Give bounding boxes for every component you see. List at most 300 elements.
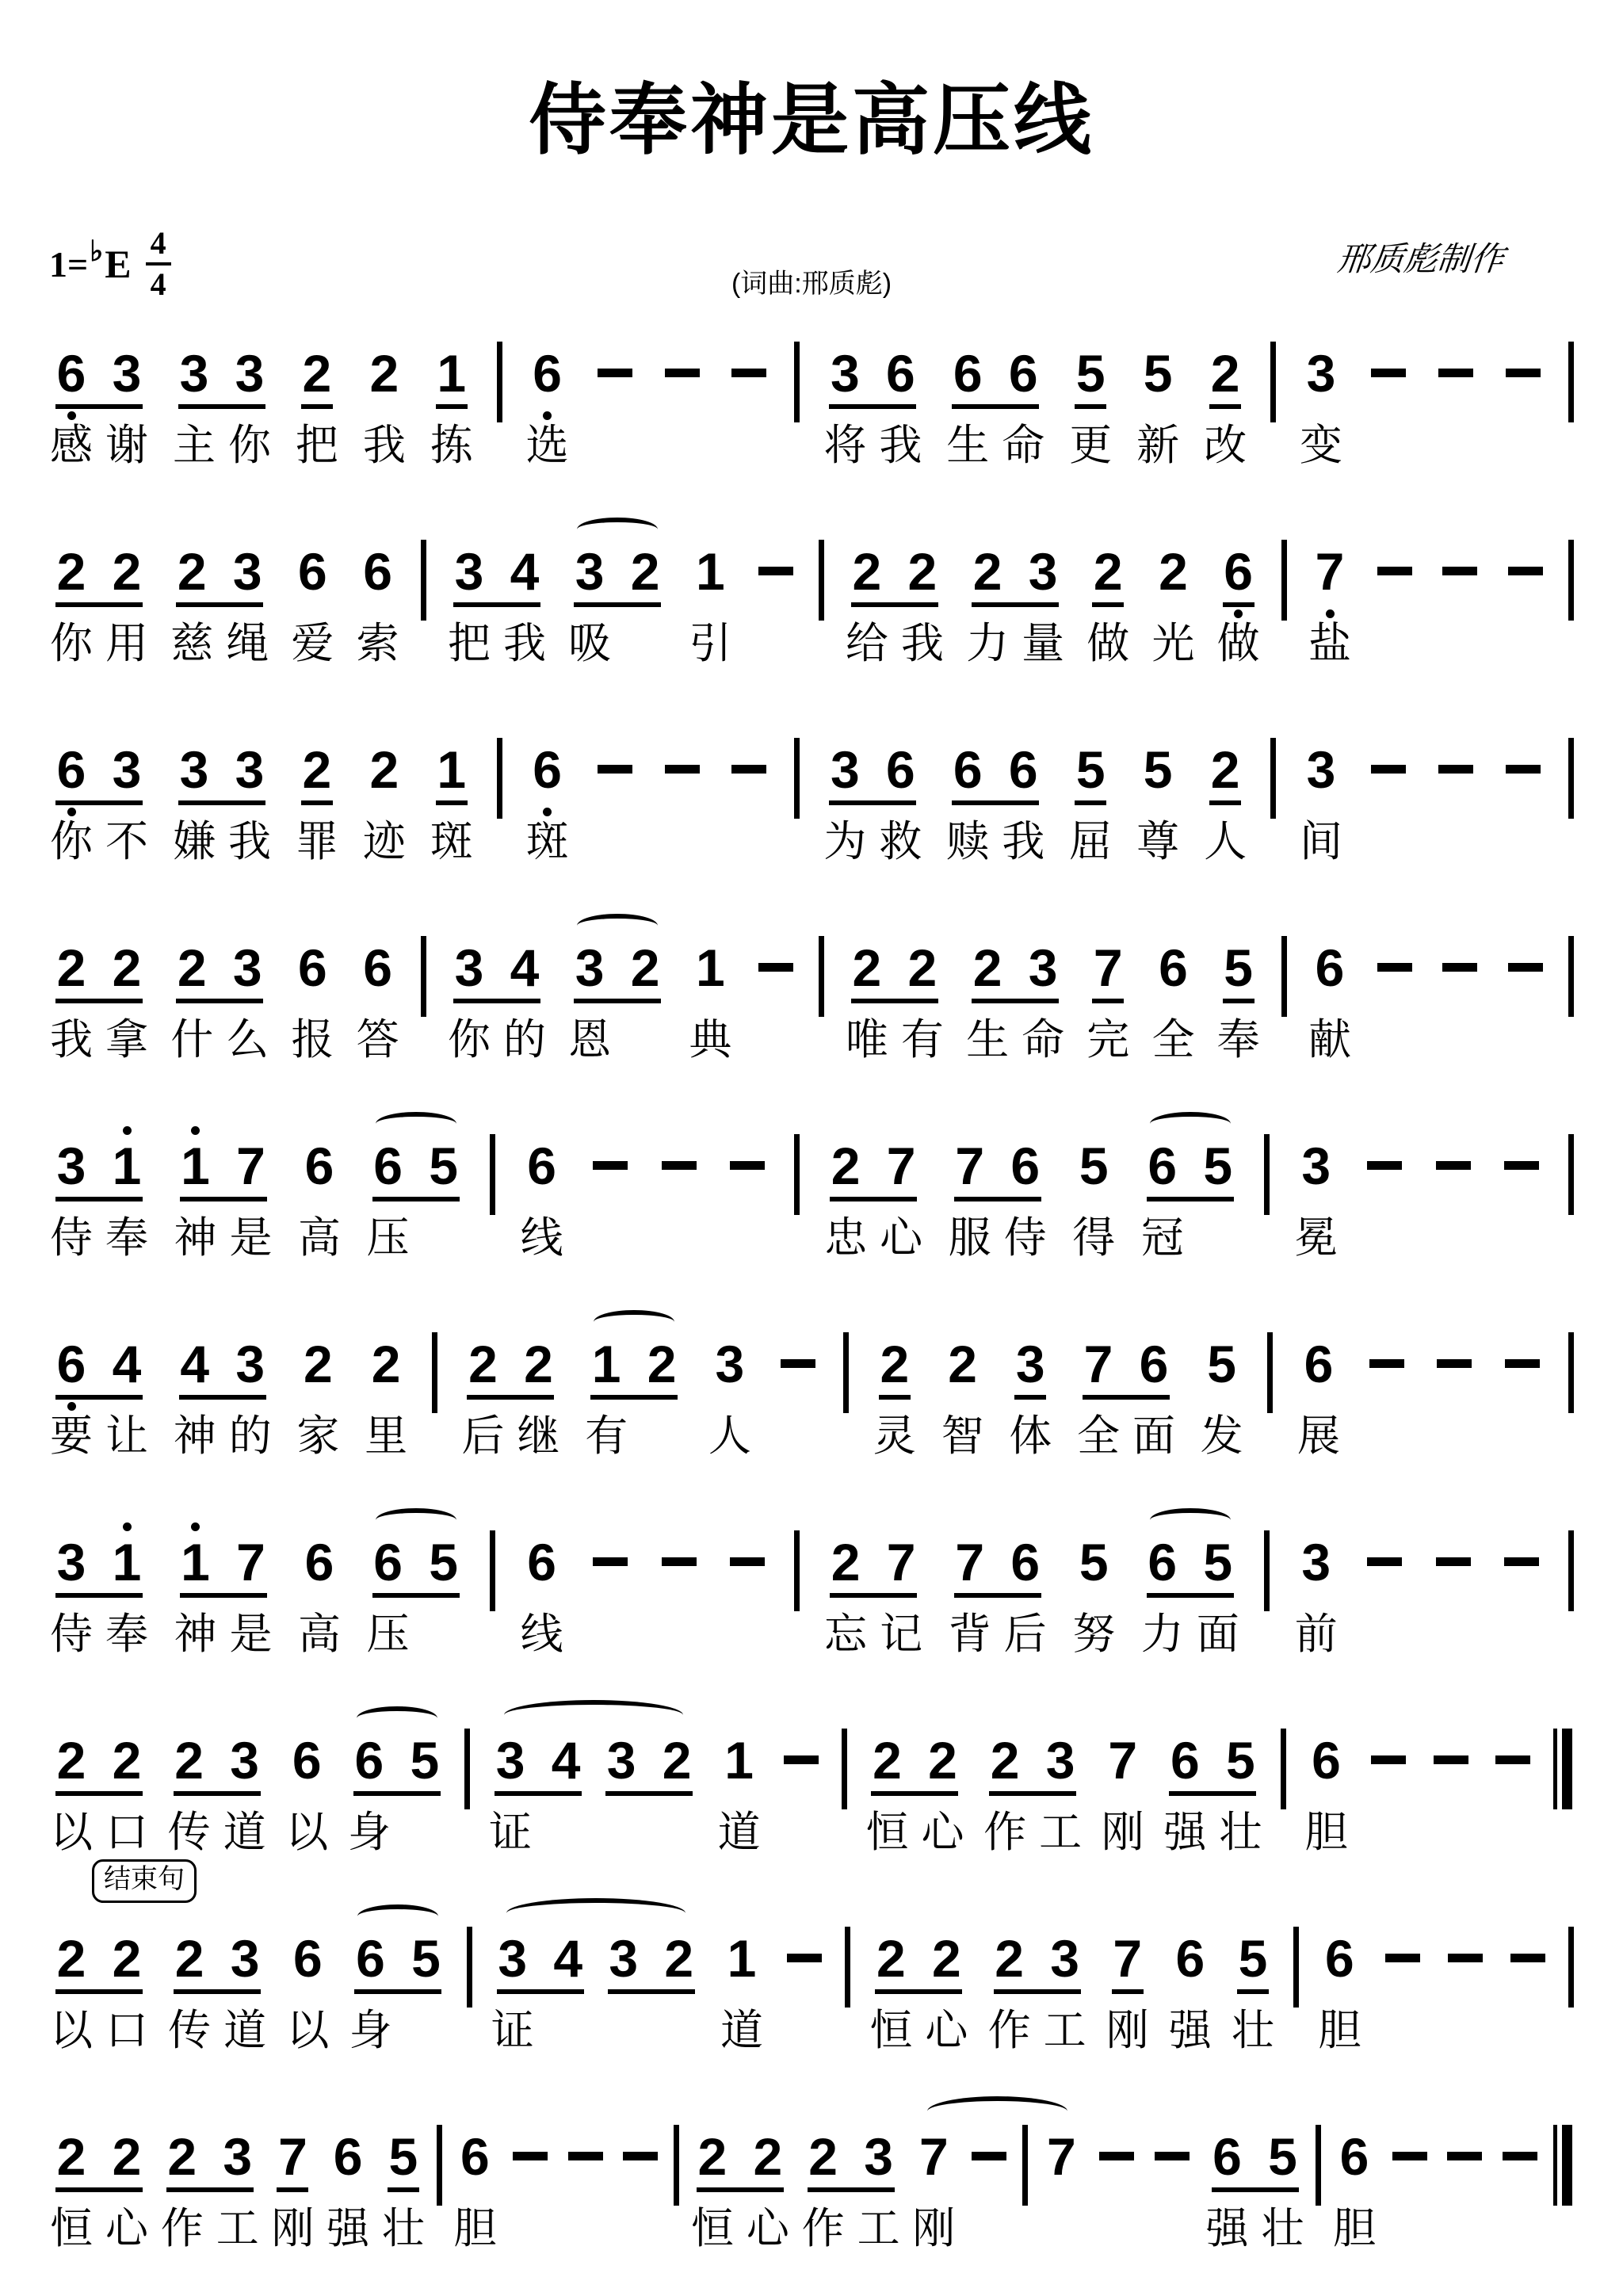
note-cell <box>172 709 216 865</box>
lyric-syllable: 有 <box>900 1016 944 1064</box>
note-cell <box>688 511 732 667</box>
note-cell <box>1151 511 1195 667</box>
note-cell <box>987 1898 1032 2053</box>
note <box>1294 1502 1338 1657</box>
note-digit: 5 <box>1225 1731 1255 1790</box>
lyric-syllable: 强 <box>1163 1809 1207 1856</box>
barline <box>1568 1898 1574 2008</box>
note-digit: 2 <box>664 1929 694 1988</box>
note-digit: 5 <box>388 2127 418 2186</box>
note-cell <box>520 1502 564 1657</box>
note-digit: 5 <box>1203 1533 1233 1591</box>
note-digit: 3 <box>1028 542 1058 601</box>
lyric-syllable: 里 <box>365 1412 408 1460</box>
note-digit: 6 <box>1159 938 1188 997</box>
dash-stroke <box>1155 2152 1190 2160</box>
barline <box>842 1700 847 1809</box>
barline <box>1270 709 1276 819</box>
lyric-syllable: 我 <box>502 620 546 667</box>
lyric-syllable: 胆 <box>453 2205 497 2252</box>
dash-stroke <box>598 369 632 377</box>
note-cell <box>502 907 547 1063</box>
dash-stroke <box>568 2152 603 2160</box>
lyric-syllable: 冠 <box>1140 1214 1184 1262</box>
lyric-syllable: 我 <box>50 1016 93 1064</box>
note-digit: 2 <box>112 2127 142 2186</box>
barline-stroke <box>674 2125 679 2206</box>
barline <box>490 1502 495 1611</box>
lyric-syllable: 我 <box>879 422 922 469</box>
barline <box>1267 1304 1273 1413</box>
lyric-syllable: 侍 <box>50 1214 93 1262</box>
barline <box>467 1898 472 2008</box>
lyric-syllable: 展 <box>1297 1412 1340 1460</box>
beamed-note-group <box>366 1502 466 1657</box>
note-cell <box>1086 907 1130 1063</box>
note-digit: 3 <box>1028 938 1058 997</box>
duration-dash <box>1503 907 1548 972</box>
note-digit: 2 <box>56 542 86 601</box>
meter-numerator: 4 <box>146 227 171 266</box>
note-digit: 6 <box>460 2127 490 2186</box>
note-cell <box>229 1502 273 1657</box>
barline <box>1264 1106 1270 1215</box>
note-digit: 2 <box>972 938 1002 997</box>
lyric-syllable: 口 <box>105 2007 148 2054</box>
note-cell <box>285 1898 330 2053</box>
eighth-underline <box>1092 602 1124 607</box>
note <box>525 709 570 865</box>
note-cell <box>945 709 990 865</box>
eighth-underline <box>436 800 468 805</box>
lyric-syllable: 面 <box>1132 1412 1175 1460</box>
group-cells <box>170 907 269 1063</box>
dash-stroke <box>1508 567 1543 575</box>
group-cells <box>447 907 547 1063</box>
duration-dash <box>1500 1304 1545 1368</box>
note <box>873 1304 917 1459</box>
note-cell <box>1001 313 1045 468</box>
slur-arc <box>594 1310 674 1334</box>
lyric-syllable: 面 <box>1196 1610 1239 1658</box>
beamed-note-group <box>567 511 667 667</box>
note-digit: 2 <box>112 542 142 601</box>
note-digit: 2 <box>697 2127 727 2186</box>
note-cell <box>525 313 570 468</box>
note-digit: 6 <box>373 1533 403 1591</box>
group-cells <box>49 313 149 468</box>
duration-dash <box>1431 1502 1476 1566</box>
note-cell <box>1003 1106 1048 1261</box>
beamed-note-group <box>845 511 945 667</box>
barline <box>843 1304 849 1413</box>
note-cell <box>362 313 407 468</box>
note <box>1151 511 1195 667</box>
note-digit: 1 <box>112 1137 142 1195</box>
dash-stroke <box>1377 567 1412 575</box>
thick-stroke <box>1562 1729 1572 1809</box>
lyric-syllable: 道 <box>223 1809 266 1856</box>
dash-stroke <box>1503 2152 1537 2160</box>
lyric-syllable: 家 <box>296 1412 340 1460</box>
note-cell <box>1136 709 1180 865</box>
beamed-note-group <box>801 2096 901 2252</box>
group-cells <box>49 1898 149 2053</box>
note-cell <box>430 709 474 865</box>
lyric-syllable: 更 <box>1069 422 1113 469</box>
beam-underline <box>55 999 143 1003</box>
beam-underline <box>829 800 916 805</box>
note-cell <box>857 2096 901 2252</box>
dash-stroke <box>1377 963 1412 972</box>
music-line <box>49 709 1574 865</box>
note-digit: 3 <box>575 542 605 601</box>
thin-stroke <box>1553 2125 1557 2206</box>
beamed-note-group <box>1163 1700 1262 1855</box>
note-digit: 7 <box>955 1533 985 1591</box>
note-digit: 6 <box>1315 938 1345 997</box>
beamed-note-group <box>987 1898 1087 2053</box>
song-title: 侍奉神是高压线 <box>528 78 1094 164</box>
dash-stroke <box>731 369 766 377</box>
note <box>1071 1106 1116 1261</box>
group-cells <box>945 313 1045 468</box>
beam-underline <box>972 602 1059 607</box>
beam-underline <box>180 1593 267 1598</box>
lyric-syllable: 灵 <box>873 1412 916 1460</box>
note-cell <box>1151 907 1195 1063</box>
note-cell <box>879 1106 923 1261</box>
lyric-syllable: 盐 <box>1308 620 1351 667</box>
group-cells <box>172 709 272 865</box>
note-cell <box>296 1304 340 1459</box>
barline <box>794 313 800 422</box>
lyric-syllable: 用 <box>105 620 148 667</box>
dash-stroke <box>1504 1161 1539 1170</box>
lyric-syllable: 发 <box>1200 1412 1243 1460</box>
note <box>708 1304 752 1459</box>
note-digit: 2 <box>369 344 399 403</box>
note-cell <box>290 907 334 1063</box>
duration-dash <box>1094 2096 1139 2160</box>
beam-underline <box>55 1989 143 1994</box>
beamed-note-group <box>49 1700 149 1855</box>
note-digit: 5 <box>1079 1137 1109 1195</box>
note-cell <box>520 1106 564 1261</box>
duration-dash <box>1501 709 1545 774</box>
note-cell <box>447 511 491 667</box>
note-digit: 4 <box>551 1731 581 1790</box>
note-cell <box>1261 2096 1305 2252</box>
group-cells <box>865 1700 964 1855</box>
note-digit: 6 <box>292 1731 322 1790</box>
lyric-syllable: 恒 <box>865 1809 909 1856</box>
note-digit: 6 <box>56 1335 86 1393</box>
beam-underline <box>871 1791 958 1796</box>
dash-stroke <box>1505 1359 1540 1368</box>
beamed-note-group <box>366 1106 466 1261</box>
note <box>525 313 570 468</box>
note <box>362 709 407 865</box>
note-digit: 6 <box>1148 1533 1178 1591</box>
duration-dash <box>1373 511 1417 575</box>
lyric-syllable: 冕 <box>1294 1214 1338 1262</box>
lyric-syllable: 心 <box>925 2007 968 2054</box>
lyric-syllable: 背 <box>948 1610 991 1658</box>
note-digit: 7 <box>1093 938 1123 997</box>
lyric-syllable: 力 <box>1140 1610 1184 1658</box>
beamed-note-group <box>49 511 149 667</box>
note <box>430 709 474 865</box>
note-digit: 3 <box>498 1929 528 1988</box>
note <box>381 2096 426 2252</box>
music-line <box>49 1106 1574 1261</box>
lyric-syllable: 身 <box>347 1809 391 1856</box>
duration-dash <box>1491 1700 1535 1764</box>
note-digit: 3 <box>830 344 860 403</box>
lyric-syllable: 传 <box>167 1809 211 1856</box>
lyric-syllable: 神 <box>174 1610 217 1658</box>
note-digit: 3 <box>232 938 262 997</box>
lyric-syllable: 作 <box>801 2205 845 2252</box>
note <box>717 1700 762 1855</box>
note-cell <box>1068 313 1113 468</box>
lyric-syllable: 间 <box>1299 818 1342 865</box>
note <box>297 1106 342 1261</box>
note-digit: 6 <box>885 344 915 403</box>
lyric-syllable: 恒 <box>50 2205 93 2252</box>
note <box>1304 1700 1349 1855</box>
note-cell <box>823 709 867 865</box>
group-cells <box>823 1106 923 1261</box>
beam-underline <box>608 1989 695 1994</box>
beamed-note-group <box>167 1898 267 2053</box>
lyric-syllable: 恒 <box>869 2007 913 2054</box>
lyric-syllable: 高 <box>298 1214 342 1262</box>
note-digit: 1 <box>181 1533 210 1591</box>
final-barline <box>1553 1700 1574 1809</box>
note <box>295 709 339 865</box>
note-digit: 2 <box>990 1731 1020 1790</box>
note <box>1106 1898 1150 2053</box>
note-cell <box>49 1700 94 1855</box>
slur-arc <box>357 1904 438 1928</box>
note-cell <box>1132 1304 1176 1459</box>
barline-stroke <box>1267 1332 1273 1413</box>
note-cell <box>1317 1898 1361 2053</box>
group-cells <box>965 511 1065 667</box>
dash-stroke <box>1385 1954 1420 1962</box>
lyric-syllable: 把 <box>295 422 338 469</box>
beam-underline <box>55 1593 143 1598</box>
group-cells <box>1076 1304 1176 1459</box>
beam-underline <box>174 1791 261 1796</box>
note-cell <box>983 1700 1027 1855</box>
dash-stroke <box>662 1161 697 1170</box>
note-digit: 1 <box>727 1929 757 1988</box>
barline-stroke <box>1281 1729 1286 1809</box>
note-cell <box>447 907 491 1063</box>
lyric-syllable: 命 <box>1022 1016 1065 1064</box>
duration-dash <box>1498 2096 1542 2160</box>
note-digit: 6 <box>298 938 327 997</box>
group-cells <box>49 1502 149 1657</box>
note-digit: 5 <box>429 1137 458 1195</box>
duration-dash <box>1366 313 1411 377</box>
beam-underline <box>176 602 263 607</box>
beamed-note-group <box>948 1502 1048 1657</box>
note-digit: 2 <box>112 1731 142 1790</box>
dash-stroke <box>598 765 632 774</box>
note-cell <box>1332 2096 1377 2252</box>
note <box>1317 1898 1361 2053</box>
eighth-underline <box>301 404 333 409</box>
note-digit: 6 <box>1170 1731 1200 1790</box>
beamed-note-group <box>49 313 149 468</box>
lyric-syllable: 给 <box>845 620 888 667</box>
dash-stroke <box>1448 1954 1483 1962</box>
beam-underline <box>176 999 263 1003</box>
duration-dash <box>508 2096 552 2160</box>
lyric-syllable: 罪 <box>295 818 338 865</box>
lyric-syllable: 拿 <box>105 1016 148 1064</box>
dash-stroke <box>730 1161 765 1170</box>
thick-stroke <box>1562 2125 1572 2206</box>
group-cells <box>49 907 149 1063</box>
note-digit: 6 <box>292 1929 323 1988</box>
note-digit: 2 <box>852 938 882 997</box>
note-digit: 1 <box>437 740 467 799</box>
dash-stroke <box>593 1557 628 1566</box>
barline-stroke <box>1022 2125 1028 2206</box>
note-digit: 2 <box>56 938 86 997</box>
beam-underline <box>453 602 540 607</box>
music-line <box>49 2096 1574 2252</box>
group-cells <box>447 511 547 667</box>
note-digit: 2 <box>369 740 399 799</box>
octave-dot-below <box>67 411 76 420</box>
dash-stroke <box>1438 369 1473 377</box>
note-digit: 3 <box>56 1137 86 1195</box>
lyric-syllable: 得 <box>1072 1214 1116 1262</box>
barline-stroke <box>1270 738 1276 819</box>
note-digit: 2 <box>177 938 207 997</box>
barline-stroke <box>421 540 426 621</box>
barline <box>490 1106 495 1215</box>
note-digit: 7 <box>1113 1929 1143 1988</box>
note-cell <box>49 1502 94 1657</box>
beam-underline <box>353 1791 441 1796</box>
note-digit: 7 <box>236 1533 265 1591</box>
duration-dash <box>1434 709 1478 774</box>
note-digit: 2 <box>876 1929 906 1988</box>
note-cell <box>362 709 407 865</box>
barline <box>819 511 824 621</box>
note-digit: 7 <box>886 1533 916 1591</box>
barline <box>1568 313 1574 422</box>
note-digit: 3 <box>1045 1731 1075 1790</box>
lyric-syllable: 心 <box>880 1214 923 1262</box>
group-cells <box>49 1700 149 1855</box>
dash-stroke <box>665 369 700 377</box>
duration-dash <box>1438 907 1482 972</box>
note-digit: 6 <box>1010 1533 1041 1591</box>
barline-stroke <box>497 342 502 422</box>
beamed-note-group <box>567 907 667 1063</box>
music-line <box>49 1898 1574 2053</box>
beam-underline <box>989 1791 1076 1796</box>
note <box>1008 1304 1052 1459</box>
beam-underline <box>55 404 143 409</box>
note <box>1299 313 1343 468</box>
note <box>1168 1898 1212 2053</box>
note-digit: 3 <box>830 740 860 799</box>
lyric-syllable: 工 <box>1043 2007 1086 2054</box>
note-cell <box>1203 313 1247 468</box>
group-cells <box>1205 2096 1305 2252</box>
octave-area <box>123 1106 132 1137</box>
beamed-note-group <box>869 1898 968 2053</box>
lyric-syllable: 吸 <box>568 620 612 667</box>
lyric-syllable: 光 <box>1151 620 1195 667</box>
dash-stroke <box>1438 765 1473 774</box>
beam-underline <box>180 1197 267 1201</box>
note-digit: 2 <box>524 1335 553 1393</box>
note-cell <box>878 709 922 865</box>
lyric-syllable: 高 <box>298 1610 342 1658</box>
note-digit: 2 <box>304 1335 333 1393</box>
note-digit: 1 <box>181 1137 210 1195</box>
note-digit: 2 <box>928 1731 957 1790</box>
note-cell <box>688 907 732 1063</box>
note-cell <box>297 1106 342 1261</box>
note-cell <box>1068 709 1113 865</box>
lyric-syllable: 恒 <box>690 2205 734 2252</box>
barline <box>819 907 824 1017</box>
duration-dash <box>779 1700 823 1764</box>
barline-stroke <box>843 1332 849 1413</box>
note <box>520 1106 564 1261</box>
note <box>296 1304 340 1459</box>
lyric-syllable: 赎 <box>946 818 990 865</box>
note-cell <box>105 511 149 667</box>
lyric-syllable: 神 <box>173 1412 216 1460</box>
barline-stroke <box>490 1530 495 1611</box>
barline <box>1568 907 1574 1017</box>
note-cell <box>948 1502 992 1657</box>
note <box>688 511 732 667</box>
note-digit: 5 <box>1143 740 1173 799</box>
note-cell <box>516 1304 560 1459</box>
note-digit: 6 <box>1312 1731 1341 1790</box>
note-cell <box>1218 1700 1262 1855</box>
dash-stroke <box>1447 2152 1482 2160</box>
note-digit: 6 <box>304 1137 334 1195</box>
lyric-syllable: 后 <box>461 1412 505 1460</box>
barline <box>497 313 502 422</box>
beam-underline <box>829 404 916 409</box>
beam-underline <box>830 1197 917 1201</box>
barline-stroke <box>1281 936 1287 1017</box>
note-cell <box>225 907 269 1063</box>
note-digit: 7 <box>1108 1731 1138 1790</box>
lyric-syllable: 刚 <box>271 2205 315 2252</box>
group-cells <box>987 1898 1087 2053</box>
eighth-underline <box>1223 999 1254 1003</box>
lyric-syllable: 服 <box>948 1214 991 1262</box>
note-cell <box>920 1700 964 1855</box>
octave-dot-below <box>543 808 552 816</box>
